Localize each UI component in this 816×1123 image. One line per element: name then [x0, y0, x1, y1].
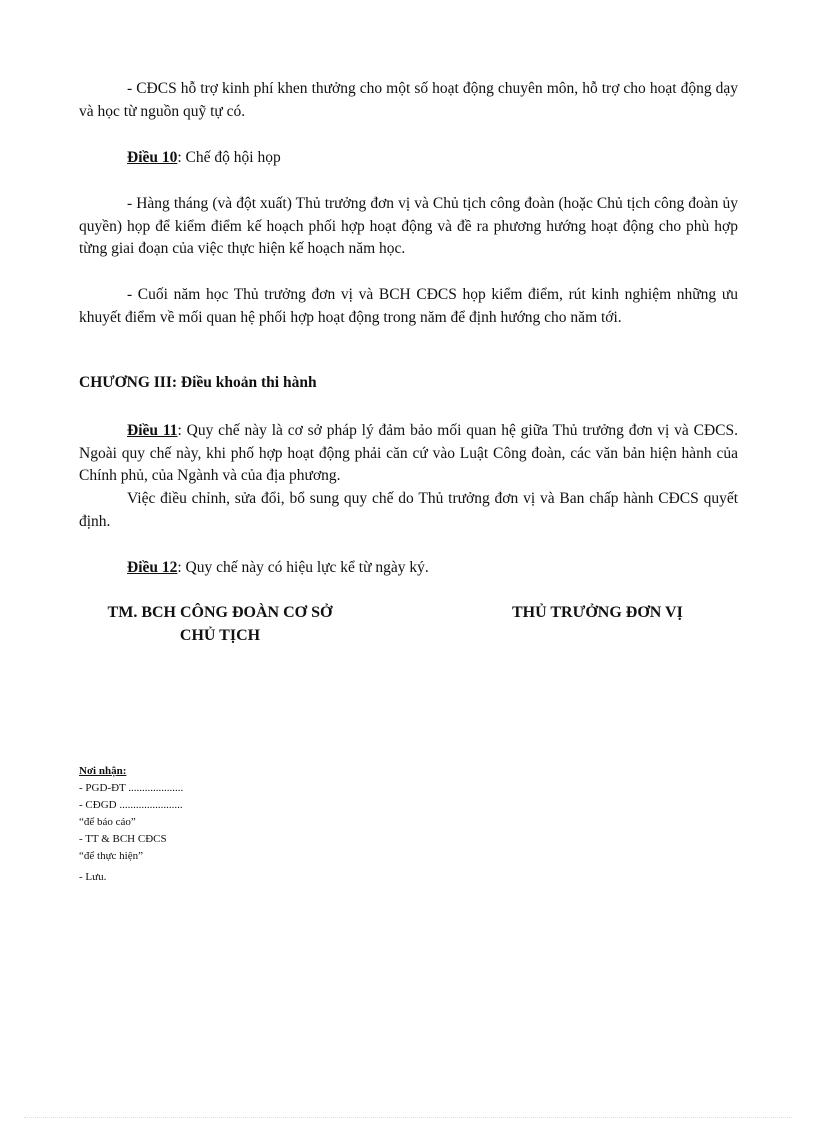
recipient-item: - CĐGD .......................	[79, 799, 183, 811]
article-11-paragraph	[79, 420, 738, 488]
article-10-title: : Chế độ hội họp	[177, 149, 281, 166]
recipient-item: “để thực hiện”	[79, 850, 143, 862]
paragraph-amendment: Việc điều chỉnh, sửa đổi, bổ sung quy chế do Thủ trưởng đơn vị và Ban chấp hành CĐCS quyết định.	[79, 490, 738, 530]
union-signature-title: TM. BCH CÔNG ĐOÀN CƠ SỞ	[107, 604, 333, 621]
recipient-item: “để báo cáo”	[79, 816, 136, 828]
chapter-3-heading: CHƯƠNG III: Điều khoản thi hành	[79, 374, 317, 391]
article-12-label: Điều 12	[127, 559, 178, 576]
article-12-text: : Quy chế này có hiệu lực kể từ ngày ký.	[177, 559, 429, 576]
recipient-item: - PGD-ĐT ....................	[79, 782, 184, 794]
article-11-text: : Quy chế này là cơ sở pháp lý đảm bảo mối quan hệ giữa Thủ trưởng đơn vị và CĐCS. Ngoài quy chế này, khi phố hợp hoạt động phải căn cứ vào Luật Công đoàn, các văn bản hiện hành của Chính phủ, của Ngành và của địa phương.	[79, 422, 738, 484]
recipient-item: - TT & BCH CĐCS	[79, 833, 167, 845]
recipients-block	[79, 763, 183, 886]
article-10-heading	[79, 147, 738, 170]
signature-block-head	[512, 601, 683, 624]
article-12-paragraph	[79, 557, 738, 580]
recipient-item: - Lưu.	[79, 871, 107, 883]
union-chairman-title: CHỦ TỊCH	[179, 627, 261, 644]
signature-block-union	[95, 601, 345, 647]
head-of-unit-title: THỦ TRƯỞNG ĐƠN VỊ	[512, 604, 683, 621]
paragraph-year-end-meeting: - Cuối năm học Thủ trưởng đơn vị và BCH CĐCS họp kiểm điểm, rút kinh nghiệm những ưu khuyết điểm về mối quan hệ phối hợp hoạt động trong năm để định hướng cho năm tới.	[79, 286, 738, 326]
article-10-label: Điều 10	[127, 149, 178, 166]
page-bottom-divider	[24, 1117, 792, 1118]
article-11-label: Điều 11	[127, 422, 178, 439]
recipients-title: Nơi nhận:	[79, 765, 127, 777]
paragraph-monthly-meeting: - Hàng tháng (và đột xuất) Thủ trưởng đơn vị và Chủ tịch công đoàn (hoặc Chủ tịch công đoàn ủy quyền) họp để kiểm điểm kế hoạch phối hợp hoạt động và đề ra phương hướng hoạt động cho phù hợp từng giai đoạn của việc thực hiện kế hoạch năm học.	[79, 195, 738, 257]
paragraph-support-funding: - CĐCS hỗ trợ kinh phí khen thưởng cho một số hoạt động chuyên môn, hỗ trợ cho hoạt động dạy và học từ nguồn quỹ tự có.	[79, 80, 738, 120]
